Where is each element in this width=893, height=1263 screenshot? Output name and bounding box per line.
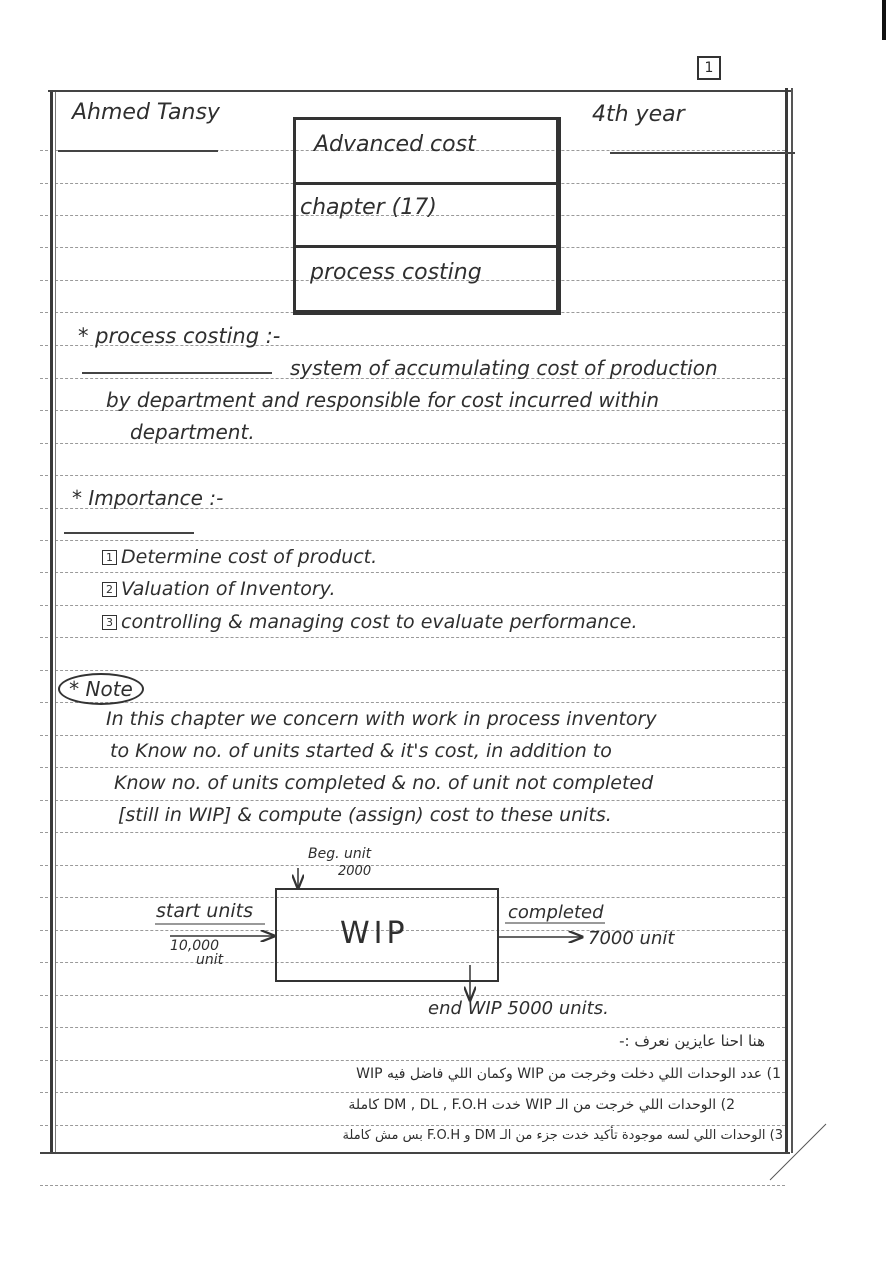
beg-unit-label: Beg. unit (308, 846, 372, 862)
completed-value: 7000 unit (588, 928, 675, 949)
note-badge: * Note (58, 673, 144, 705)
page-number: 1 (697, 56, 721, 80)
note-line: [still in WIP] & compute (assign) cost to these units. (118, 804, 612, 826)
year-label: 4th year (592, 102, 685, 127)
importance-item: 2 Valuation of Inventory. (102, 578, 336, 600)
note-line: Know no. of units completed & no. of unit not completed (114, 772, 654, 794)
definition-line: by department and responsible for cost incurred within (106, 388, 660, 412)
arabic-line: 1) عدد الوحدات اللي دخلت وخرجت من WIP وكمان اللي فاضل فيه WIP (356, 1066, 781, 1082)
importance-heading: * Importance :- (72, 486, 224, 510)
end-wip-label: end WIP 5000 units. (428, 998, 609, 1019)
start-units-label: start units (156, 900, 254, 922)
importance-item: 3 controlling & managing cost to evaluate performance. (102, 611, 638, 633)
arabic-line: 2) الوحدات اللي خرجت من الـ WIP خدت DM , DL , F.O.H كاملة (348, 1097, 735, 1113)
title-chapter: chapter (17) (300, 195, 437, 220)
start-units-unit: unit (196, 952, 224, 968)
start-units-value: 10,000 (170, 938, 219, 954)
beg-unit-value: 2000 (338, 864, 372, 879)
arabic-line: 3) الوحدات اللي لسه موجودة تأكيد خدت جزء من الـ DM و F.O.H بس مش كاملة (342, 1128, 783, 1143)
author-name: Ahmed Tansy (72, 100, 220, 125)
title-course: Advanced cost (314, 132, 476, 157)
importance-item: 1 Determine cost of product. (102, 546, 377, 568)
wip-label: WIP (340, 916, 409, 951)
title-topic: process costing (310, 260, 482, 285)
note-line: In this chapter we concern with work in process inventory (106, 708, 657, 730)
definition-line: department. (130, 420, 255, 444)
completed-label: completed (508, 902, 604, 923)
note-line: to Know no. of units started & it's cost, in addition to (110, 740, 612, 762)
definition-heading: * process costing :- (78, 324, 281, 348)
arabic-intro: هنا احنا عايزين نعرف :- (619, 1032, 765, 1050)
definition-line: system of accumulating cost of production (290, 356, 718, 380)
